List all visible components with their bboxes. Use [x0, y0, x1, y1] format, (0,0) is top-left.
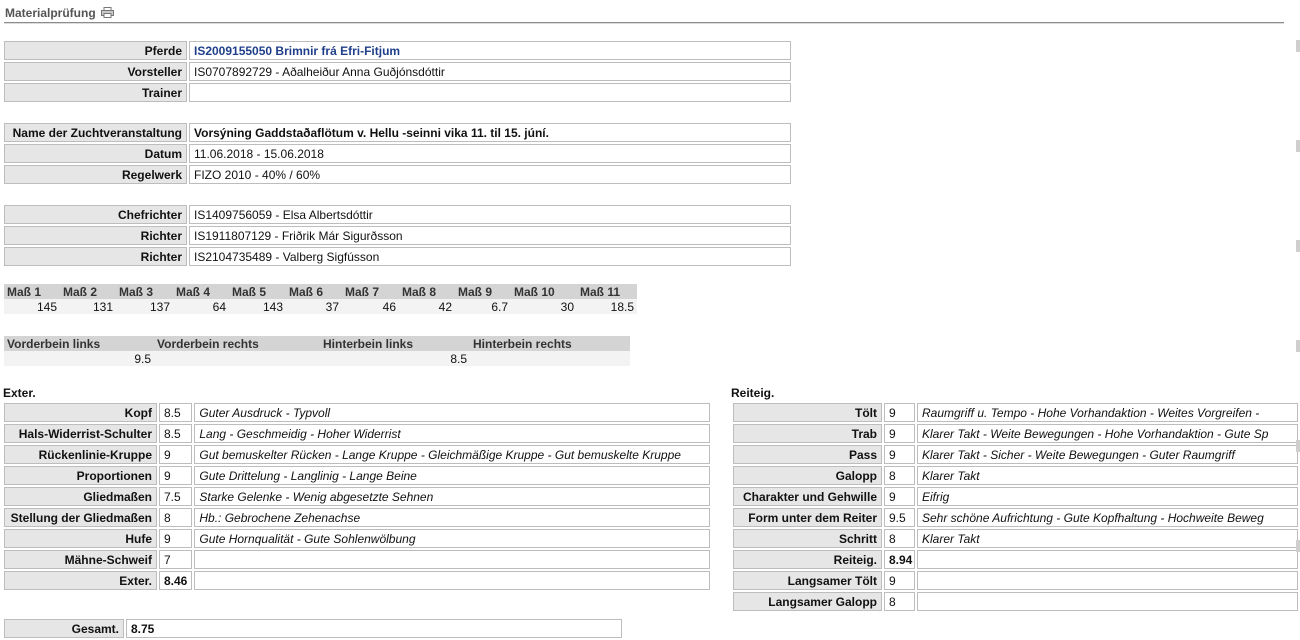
- reiteig-score: 8: [884, 592, 915, 611]
- hoof-label: Hinterbein links: [320, 336, 470, 351]
- reiteig-row: [733, 424, 1298, 443]
- judges-value: IS2104735489 - Valberg Sigfússon: [189, 247, 791, 266]
- reiteig-comment: [917, 571, 1298, 590]
- hoof-value: 8.5: [320, 351, 470, 366]
- exterieur-row: [4, 487, 710, 506]
- event-value: Vorsýning Gaddstaðaflötum v. Hellu -seinni vika 11. til 15. júní.: [189, 123, 791, 142]
- reiteig-comment: Klarer Takt - Weite Bewegungen - Hohe Vorhandaktion - Gute Sp: [917, 424, 1298, 443]
- reiteig-comment: Eifrig: [917, 487, 1298, 506]
- event-row: [4, 123, 791, 142]
- reiteig-trait-label: Form unter dem Reiter: [733, 508, 882, 527]
- judges-label: Richter: [4, 226, 187, 245]
- exterieur-trait-label: Gliedmaßen: [4, 487, 157, 506]
- event-row: [4, 165, 791, 184]
- measure-label: Maß 3: [116, 284, 173, 299]
- exterieur-comment: Gute Hornqualität - Gute Sohlenwölbung: [194, 529, 710, 548]
- reiteig-row: [733, 403, 1298, 422]
- reiteig-comment: Raumgriff u. Tempo - Hohe Vorhandaktion - Weites Vorgreifen -: [917, 403, 1298, 422]
- reiteig-comment: [917, 592, 1298, 611]
- exterieur-comment: Starke Gelenke - Wenig abgesetzte Sehnen: [194, 487, 710, 506]
- horse-row: [4, 41, 791, 60]
- event-value: 11.06.2018 - 15.06.2018: [189, 144, 791, 163]
- reiteig-row: [733, 529, 1298, 548]
- exterieur-trait-label: Proportionen: [4, 466, 157, 485]
- hoof-label: Vorderbein links: [4, 336, 154, 351]
- reiteig-trait-label: Langsamer Tölt: [733, 571, 882, 590]
- exterieur-row: [4, 424, 710, 443]
- scroll-marker: [1296, 440, 1300, 452]
- event-label: Name der Zuchtveranstaltung: [4, 123, 187, 142]
- exterieur-score: 7.5: [159, 487, 192, 506]
- scroll-marker: [1296, 140, 1300, 152]
- reiteig-score: 9.5: [884, 508, 915, 527]
- judges-value: IS1911807129 - Friðrik Már Sigurðsson: [189, 226, 791, 245]
- judges-label: Chefrichter: [4, 205, 187, 224]
- reiteig-comment: Klarer Takt: [917, 529, 1298, 548]
- judges-value: IS1409756059 - Elsa Albertsdóttir: [189, 205, 791, 224]
- judges-label: Richter: [4, 247, 187, 266]
- exterieur-comment: Gut bemuskelter Rücken - Lange Kruppe - Gleichmäßige Kruppe - Gut bemuskelte Kruppe: [194, 445, 710, 464]
- reiteig-trait-label: Tölt: [733, 403, 882, 422]
- hoof-value: [470, 351, 630, 366]
- measure-label: Maß 6: [286, 284, 342, 299]
- reiteig-comment: Klarer Takt - Sicher - Weite Bewegungen - Guter Raumgriff: [917, 445, 1298, 464]
- hoof-value: [154, 351, 320, 366]
- scroll-marker: [1296, 40, 1300, 52]
- exterieur-row: [4, 508, 710, 527]
- reiteig-comment: [917, 550, 1298, 569]
- event-row: [4, 144, 791, 163]
- reiteig-row: [733, 508, 1298, 527]
- measure-value: 137: [116, 299, 173, 314]
- horse-value[interactable]: IS2009155050 Brimnir frá Efri-Fitjum: [189, 41, 791, 60]
- reiteig-row: [733, 466, 1298, 485]
- reiteig-trait-label: Langsamer Galopp: [733, 592, 882, 611]
- page-title: [5, 6, 114, 21]
- measure-value: 6.7: [455, 299, 511, 314]
- measure-label: Maß 8: [399, 284, 455, 299]
- exterieur-row: [4, 571, 710, 590]
- reiteig-score: 8.94: [884, 550, 915, 569]
- scroll-marker: [1296, 340, 1300, 352]
- exterieur-trait-label: Exter.: [4, 571, 157, 590]
- measure-value: 64: [173, 299, 229, 314]
- reiteig-row: [733, 550, 1298, 569]
- measure-value: 42: [399, 299, 455, 314]
- event-label: Datum: [4, 144, 187, 163]
- horse-row: [4, 83, 791, 102]
- measure-value: 18.5: [577, 299, 637, 314]
- exterieur-row: [4, 550, 710, 569]
- exterieur-row: [4, 466, 710, 485]
- judges-row: [4, 247, 791, 266]
- reiteig-trait-label: Galopp: [733, 466, 882, 485]
- total-value: 8.75: [126, 619, 622, 638]
- reiteig-score: 9: [884, 571, 915, 590]
- exterieur-score: 7: [159, 550, 192, 569]
- exterieur-comment: Gute Drittelung - Langlinig - Lange Beine: [194, 466, 710, 485]
- printer-icon[interactable]: [101, 7, 114, 21]
- exterieur-score: 9: [159, 445, 192, 464]
- measure-value: 143: [229, 299, 286, 314]
- horse-value: [189, 83, 791, 102]
- scroll-marker: [1296, 540, 1300, 552]
- exterieur-comment: Guter Ausdruck - Typvoll: [194, 403, 710, 422]
- exterieur-heading: Exter.: [3, 386, 36, 400]
- measure-label: Maß 1: [4, 284, 60, 299]
- exterieur-score: 8.46: [159, 571, 192, 590]
- measure-value: 131: [60, 299, 116, 314]
- reiteig-comment: Klarer Takt: [917, 466, 1298, 485]
- measure-label: Maß 9: [455, 284, 511, 299]
- exterieur-score: 8.5: [159, 403, 192, 422]
- measurements-table: [4, 284, 637, 314]
- exterieur-row: [4, 529, 710, 548]
- reiteig-score: 9: [884, 424, 915, 443]
- reiteig-table: [731, 401, 1300, 613]
- horse-table: [2, 39, 793, 104]
- horse-value: IS0707892729 - Aðalheiður Anna Guðjónsdóttir: [189, 62, 791, 81]
- exterieur-comment: Lang - Geschmeidig - Hoher Widerrist: [194, 424, 710, 443]
- page-title-text: Materialprüfung: [5, 6, 96, 20]
- exterieur-trait-label: Hals-Widerrist-Schulter: [4, 424, 157, 443]
- measure-label: Maß 10: [511, 284, 577, 299]
- exterieur-comment: [194, 571, 710, 590]
- reiteig-trait-label: Schritt: [733, 529, 882, 548]
- measure-value: 37: [286, 299, 342, 314]
- exterieur-trait-label: Mähne-Schweif: [4, 550, 157, 569]
- measure-label: Maß 2: [60, 284, 116, 299]
- horse-label: Vorsteller: [4, 62, 187, 81]
- reiteig-row: [733, 445, 1298, 464]
- hoof-label: Vorderbein rechts: [154, 336, 320, 351]
- judges-row: [4, 226, 791, 245]
- reiteig-score: 9: [884, 403, 915, 422]
- horse-row: [4, 62, 791, 81]
- reiteig-trait-label: Trab: [733, 424, 882, 443]
- reiteig-trait-label: Reiteig.: [733, 550, 882, 569]
- horse-label: Trainer: [4, 83, 187, 102]
- exterieur-trait-label: Stellung der Gliedmaßen: [4, 508, 157, 527]
- measure-label: Maß 5: [229, 284, 286, 299]
- reiteig-row: [733, 592, 1298, 611]
- exterieur-row: [4, 403, 710, 422]
- hooves-table: [4, 336, 630, 366]
- exterieur-score: 9: [159, 466, 192, 485]
- exterieur-comment: [194, 550, 710, 569]
- reiteig-row: [733, 571, 1298, 590]
- measure-label: Maß 11: [577, 284, 637, 299]
- hoof-label: Hinterbein rechts: [470, 336, 630, 351]
- reiteig-score: 9: [884, 445, 915, 464]
- total-table: [2, 617, 624, 640]
- scroll-marker: [1296, 240, 1300, 252]
- exterieur-comment: Hb.: Gebrochene Zehenachse: [194, 508, 710, 527]
- event-table: [2, 121, 793, 186]
- event-value: FIZO 2010 - 40% / 60%: [189, 165, 791, 184]
- exterieur-table: [2, 401, 712, 592]
- reiteig-heading: Reiteig.: [731, 386, 775, 400]
- reiteig-score: 9: [884, 487, 915, 506]
- measure-value: 46: [342, 299, 399, 314]
- reiteig-score: 8: [884, 466, 915, 485]
- exterieur-score: 9: [159, 529, 192, 548]
- exterieur-row: [4, 445, 710, 464]
- exterieur-score: 8.5: [159, 424, 192, 443]
- exterieur-score: 8: [159, 508, 192, 527]
- reiteig-comment: Sehr schöne Aufrichtung - Gute Kopfhaltung - Hochweite Beweg: [917, 508, 1298, 527]
- measure-label: Maß 7: [342, 284, 399, 299]
- judges-table: [2, 203, 793, 268]
- reiteig-trait-label: Charakter und Gehwille: [733, 487, 882, 506]
- judges-row: [4, 205, 791, 224]
- header-divider-shadow: [4, 23, 1284, 24]
- measure-value: 30: [511, 299, 577, 314]
- event-label: Regelwerk: [4, 165, 187, 184]
- exterieur-trait-label: Hufe: [4, 529, 157, 548]
- measure-label: Maß 4: [173, 284, 229, 299]
- exterieur-trait-label: Rückenlinie-Kruppe: [4, 445, 157, 464]
- exterieur-trait-label: Kopf: [4, 403, 157, 422]
- reiteig-score: 8: [884, 529, 915, 548]
- total-label: Gesamt.: [4, 619, 124, 638]
- measure-value: 145: [4, 299, 60, 314]
- reiteig-row: [733, 487, 1298, 506]
- reiteig-trait-label: Pass: [733, 445, 882, 464]
- total-row: [4, 619, 622, 638]
- horse-label: Pferde: [4, 41, 187, 60]
- hoof-value: 9.5: [4, 351, 154, 366]
